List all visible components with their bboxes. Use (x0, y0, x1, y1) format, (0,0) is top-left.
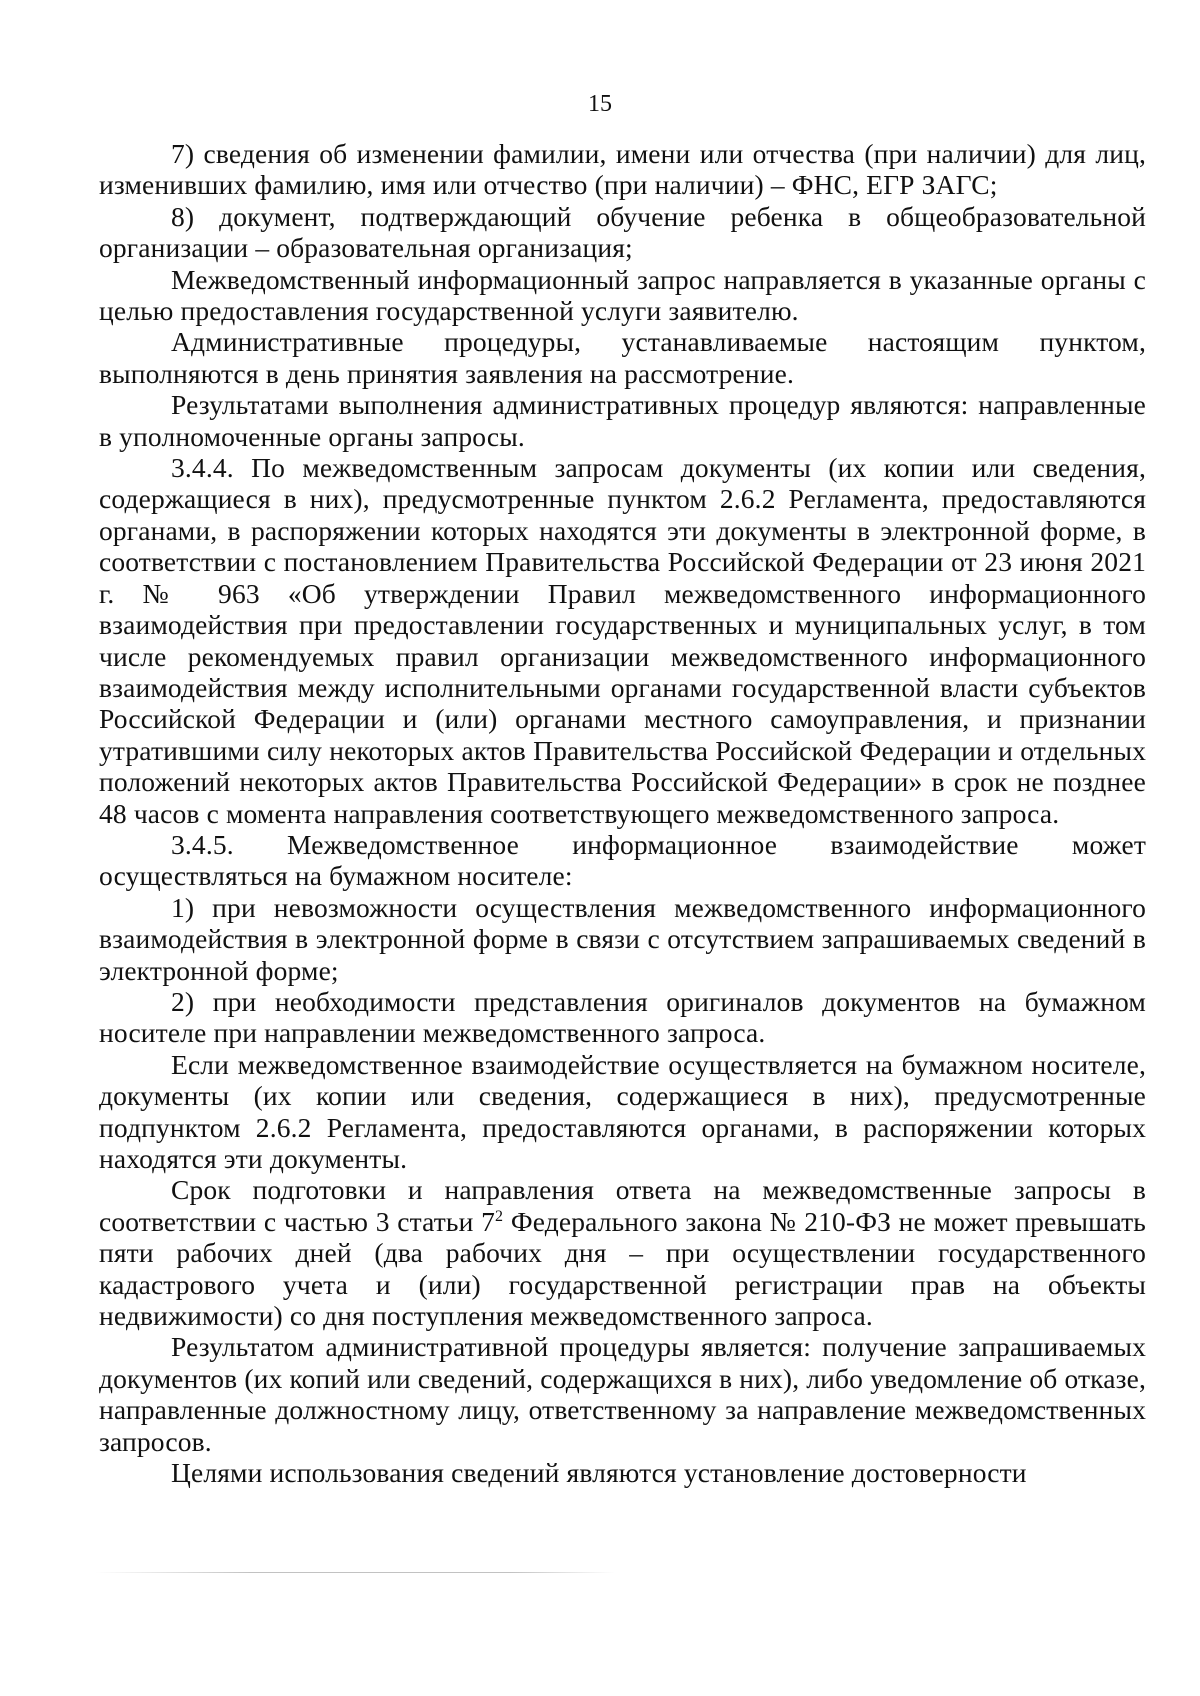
paragraph-item-8: 8) документ, подтверждающий обучение ребенка в общеобразовательной организации – образовательная организация; (99, 200, 1146, 264)
page-number: 15 (588, 91, 612, 117)
scan-artifact-line (95, 1572, 615, 1573)
document-body (99, 138, 1146, 1488)
deadline-text-start: Срок подготовки и направления ответа на межведомственные запросы в соответствии с частью 3 статьи 7 (99, 1174, 1146, 1237)
paragraph-response-deadline (99, 1174, 1146, 1331)
deadline-text-end: Федерального закона № 210-ФЗ не может превышать пяти рабочих дней (два рабочих дня – при осуществлении государственного кадастрового учета и (или) государственной регистрации прав на объекты недвижимости) со дня поступления межведомственного запроса. (99, 1205, 1146, 1332)
paragraph-paper-case-2: 2) при необходимости представления оригиналов документов на бумажном носителе при направлении межведомственного запроса. (99, 985, 1146, 1049)
paragraph-3-4-4: 3.4.4. По межведомственным запросам документы (их копии или сведения, содержащиеся в них), предусмотренные пунктом 2.6.2 Регламента, предоставляются органами, в распоряжении которых находятся эти документы в электронной форме, в соответствии с постановлением Правительства Российской Федерации от 23 июня 2021 г. № 963 «Об утверждении Правил межведомственного информационного взаимодействия при предоставлении государственных и муниципальных услуг, в том числе рекомендуемых правил организации межведомственного информационного взаимодействия между исполнительными органами государственной власти субъектов Российской Федерации и (или) органами местного самоуправления, и признании утратившими силу некоторых актов Правительства Российской Федерации и отдельных положений некоторых актов Правительства Российской Федерации» в срок не позднее 48 часов с момента направления соответствующего межведомственного запроса. (99, 452, 1146, 829)
paragraph-usage-goals: Целями использования сведений являются установление достоверности (171, 1457, 1027, 1489)
paragraph-paper-documents: Если межведомственное взаимодействие осуществляется на бумажном носителе, документы (их копии или сведения, содержащиеся в них), предусмотренные подпунктом 2.6.2 Регламента, предоставляются органами, в распоряжении которых находятся эти документы. (99, 1048, 1146, 1174)
paragraph-paper-case-1: 1) при невозможности осуществления межведомственного информационного взаимодействия в электронной форме в связи с отсутствием запрашиваемых сведений в электронной форме; (99, 891, 1146, 986)
paragraph-3-4-5: 3.4.5. Межведомственное информационное взаимодействие может осуществляться на бумажном носителе: (99, 828, 1146, 892)
paragraph-procedures-result: Результатами выполнения административных процедур являются: направленные в уполномоченные органы запросы. (99, 389, 1146, 452)
article-superscript: 2 (495, 1207, 504, 1225)
paragraph-request-purpose: Межведомственный информационный запрос направляется в указанные органы с целью предоставления государственной услуги заявителю. (99, 263, 1146, 327)
paragraph-procedures-timing: Административные процедуры, устанавливаемые настоящим пунктом, выполняются в день принятия заявления на рассмотрение. (99, 326, 1146, 389)
paragraph-procedure-result: Результатом административной процедуры является: получение запрашиваемых документов (их копий или сведений, содержащихся в них), либо уведомление об отказе, направленные должностному лицу, ответственному за направление межведомственных запросов. (99, 1331, 1146, 1457)
paragraph-item-7: 7) сведения об изменении фамилии, имени или отчества (при наличии) для лиц, изменивших фамилию, имя или отчество (при наличии) – ФНС, ЕГР ЗАГС; (99, 138, 1146, 201)
